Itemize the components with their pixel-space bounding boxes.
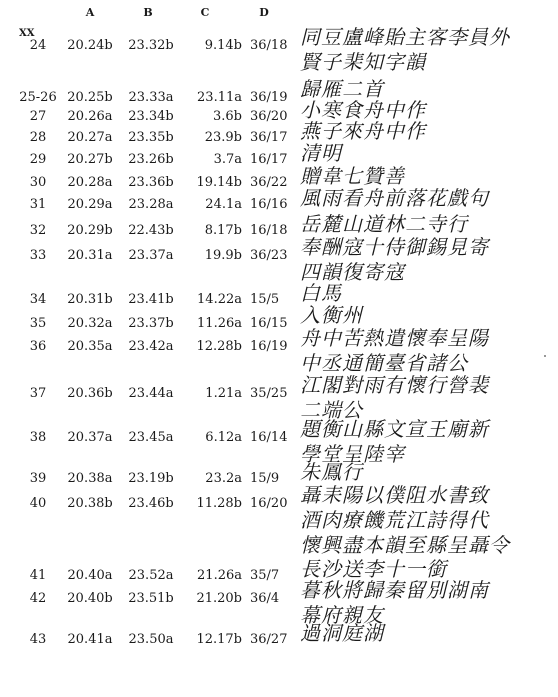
cell-a: 20.26a (67, 109, 113, 124)
poem-title-line: 贈韋七贊善 (300, 164, 405, 188)
cell-c: 6.12a (205, 430, 242, 445)
cell-b: 23.44a (128, 386, 174, 401)
cell-b: 23.41b (128, 292, 174, 307)
cell-b: 23.37a (128, 248, 174, 263)
cell-a: 20.40a (67, 568, 113, 583)
cell-d: 36/4 (250, 591, 280, 606)
poem-title-line: 過洞庭湖 (300, 621, 384, 645)
poem-title-line: 奉酬寇十侍御錫見寄 (300, 235, 489, 259)
cell-b: 23.50a (128, 632, 174, 647)
cell-c: 19.9b (204, 248, 242, 263)
entry-number: 27 (29, 109, 47, 124)
poem-title-line: 暮秋將歸秦留別湖南 (300, 578, 489, 602)
cell-d: 35/25 (250, 386, 288, 401)
cell-a: 20.38a (67, 471, 113, 486)
poem-title-line: 燕子來舟中作 (300, 119, 426, 143)
cell-d: 36/20 (250, 109, 288, 124)
cell-b: 23.45a (128, 430, 174, 445)
cell-c: 3.7a (213, 152, 242, 167)
cell-b: 23.19b (128, 471, 174, 486)
entry-number: 39 (29, 471, 47, 486)
cell-b: 23.26b (128, 152, 174, 167)
poem-title-line: 小寒食舟中作 (300, 98, 426, 122)
poem-title-line: 題衡山縣文宣王廟新 (300, 417, 489, 441)
cell-d: 36/19 (250, 90, 288, 105)
column-header-c: C (200, 6, 210, 19)
poem-title-line: 入衡州 (300, 303, 363, 327)
poem-title-line: 四韻復寄寇 (300, 260, 405, 284)
cell-c: 3.6b (213, 109, 242, 124)
cell-d: 15/9 (250, 471, 280, 486)
poem-title-line: 長沙送李十一銜 (300, 557, 447, 581)
poem-title-line: 朱鳳行 (300, 460, 363, 484)
entry-number: 34 (29, 292, 47, 307)
paper-speck (544, 355, 546, 357)
cell-c: 11.28b (196, 496, 242, 511)
column-header-d: D (259, 6, 269, 19)
entry-number: 42 (29, 591, 47, 606)
cell-d: 16/16 (250, 197, 288, 212)
cell-a: 20.40b (67, 591, 113, 606)
poem-title-line: 中丞通簡臺省諸公 (300, 351, 468, 375)
entry-number: 43 (29, 632, 47, 647)
entry-number: 41 (29, 568, 47, 583)
cell-d: 36/17 (250, 130, 288, 145)
entry-number: 25-26 (19, 90, 57, 105)
cell-c: 24.1a (205, 197, 242, 212)
cell-d: 16/14 (250, 430, 288, 445)
cell-c: 11.26a (197, 316, 242, 331)
column-header-a: A (85, 6, 95, 19)
cell-d: 35/7 (250, 568, 280, 583)
cell-d: 36/18 (250, 38, 288, 53)
entry-number: 30 (29, 175, 47, 190)
cell-b: 23.36b (128, 175, 174, 190)
cell-d: 16/17 (250, 152, 288, 167)
cell-c: 8.17b (204, 223, 242, 238)
poem-title-line: 懷興盡本韻至縣呈聶令 (300, 533, 510, 557)
cell-a: 20.27a (67, 130, 113, 145)
cell-b: 23.37b (128, 316, 174, 331)
cell-b: 23.34b (128, 109, 174, 124)
cell-b: 23.35b (128, 130, 174, 145)
entry-number: 24 (29, 38, 47, 53)
cell-b: 23.32b (128, 38, 174, 53)
cell-c: 12.17b (196, 632, 242, 647)
cell-a: 20.24b (67, 38, 113, 53)
poem-title-line: 岳麓山道林二寺行 (300, 212, 468, 236)
cell-c: 12.28b (196, 339, 242, 354)
cell-b: 23.46b (128, 496, 174, 511)
poem-title-line: 清明 (300, 141, 342, 165)
entry-number: 28 (29, 130, 47, 145)
cell-c: 21.20b (196, 591, 242, 606)
cell-a: 20.29a (67, 197, 113, 212)
cell-c: 21.26a (197, 568, 242, 583)
cell-a: 20.31b (67, 292, 113, 307)
cell-c: 19.14b (196, 175, 242, 190)
poem-title-line: 同豆盧峰貽主客李員外 (300, 25, 510, 49)
column-header-b: B (143, 6, 153, 19)
cell-a: 20.41a (67, 632, 113, 647)
poem-title-line: 學堂呈陸宰 (300, 442, 405, 466)
cell-a: 20.38b (67, 496, 113, 511)
cell-d: 16/19 (250, 339, 288, 354)
poem-title-line: 舟中苦熱遣懷奉呈陽 (300, 326, 489, 350)
cell-a: 20.27b (67, 152, 113, 167)
cell-c: 23.2a (205, 471, 242, 486)
poem-title-line: 聶耒陽以僕阻水書致 (300, 483, 489, 507)
cell-a: 20.37a (67, 430, 113, 445)
entry-number: 31 (29, 197, 47, 212)
entry-number: 33 (29, 248, 47, 263)
entry-number: 35 (29, 316, 47, 331)
cell-a: 20.28a (67, 175, 113, 190)
poem-title-line: 幕府親友 (300, 603, 384, 627)
entry-number: 29 (29, 152, 47, 167)
cell-a: 20.25b (67, 90, 113, 105)
cell-b: 23.33a (128, 90, 174, 105)
cell-a: 20.36b (67, 386, 113, 401)
cell-d: 36/22 (250, 175, 288, 190)
poem-title-line: 歸雁二首 (300, 77, 384, 101)
entry-number: 36 (29, 339, 47, 354)
cell-d: 36/23 (250, 248, 288, 263)
cell-a: 20.32a (67, 316, 113, 331)
cell-d: 15/5 (250, 292, 280, 307)
cell-a: 20.35a (67, 339, 113, 354)
cell-c: 23.11a (197, 90, 242, 105)
cell-d: 16/15 (250, 316, 288, 331)
cell-b: 23.28a (128, 197, 174, 212)
entry-number: 32 (29, 223, 47, 238)
poem-title-line: 江閣對雨有懷行營裴 (300, 373, 489, 397)
poem-title-line: 風雨看舟前落花戲句 (300, 186, 489, 210)
cell-c: 9.14b (204, 38, 242, 53)
poem-title-line: 賢子棐知字韻 (300, 50, 426, 74)
cell-a: 20.31a (67, 248, 113, 263)
cell-b: 23.51b (128, 591, 174, 606)
entry-number: 40 (29, 496, 47, 511)
cell-d: 36/27 (250, 632, 288, 647)
cell-d: 16/20 (250, 496, 288, 511)
entry-number: 38 (29, 430, 47, 445)
section-label-xx: XX (19, 28, 35, 39)
cell-b: 22.43b (128, 223, 174, 238)
cell-b: 23.42a (128, 339, 174, 354)
poem-title-line: 二端公 (300, 398, 363, 422)
poem-title-line: 白馬 (300, 281, 342, 305)
poem-title-line: 酒肉療饑荒江詩得代 (300, 508, 489, 532)
entry-number: 37 (29, 386, 47, 401)
cell-b: 23.52a (128, 568, 174, 583)
cell-a: 20.29b (67, 223, 113, 238)
cell-d: 16/18 (250, 223, 288, 238)
cell-c: 1.21a (205, 386, 242, 401)
cell-c: 23.9b (204, 130, 242, 145)
cell-c: 14.22a (197, 292, 242, 307)
